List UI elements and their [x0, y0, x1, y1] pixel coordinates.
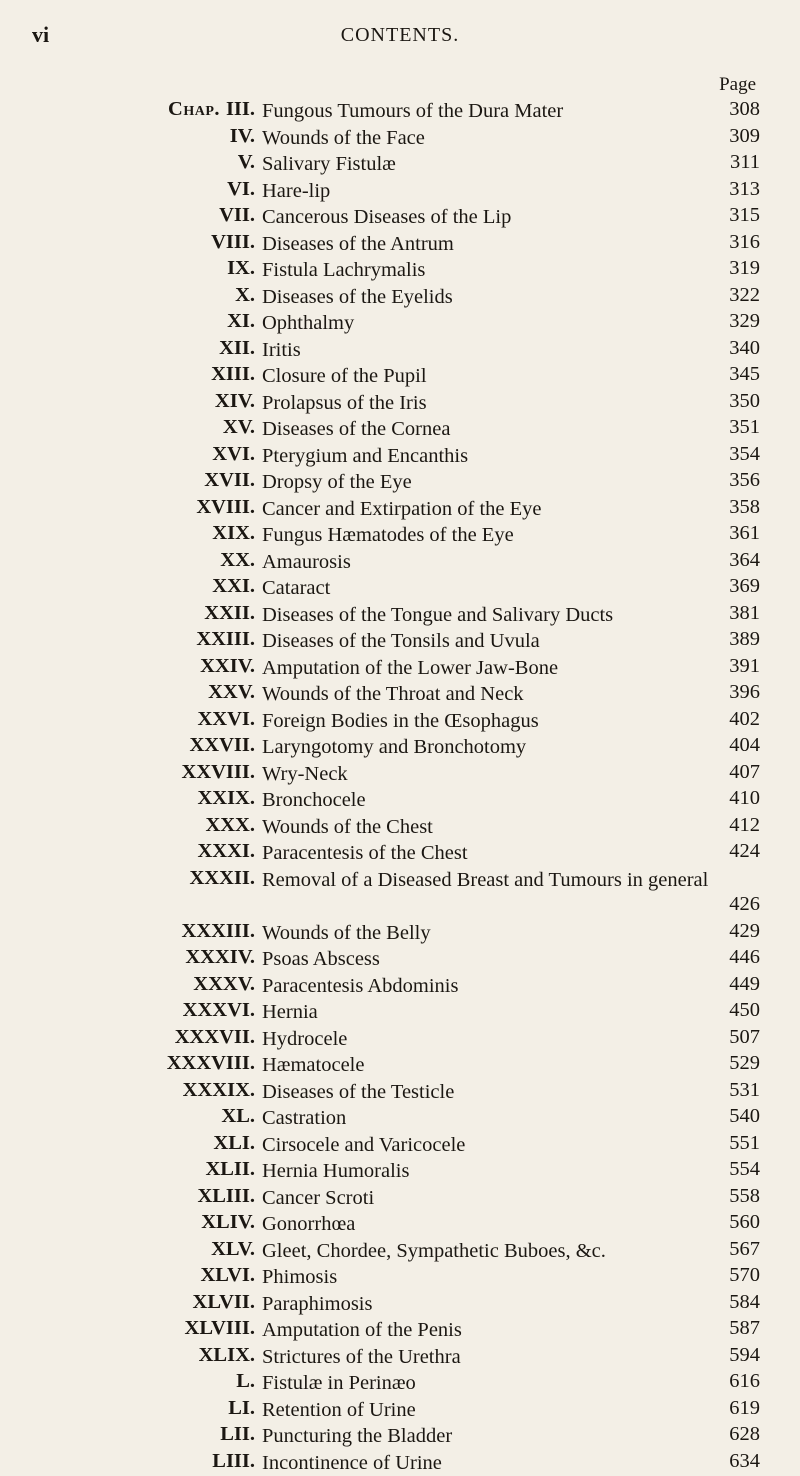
- chapter-number: XIV.: [215, 390, 255, 413]
- toc-entry: [0, 469, 800, 496]
- chapter-number: XLVI.: [200, 1264, 255, 1287]
- toc-entry: [0, 575, 800, 602]
- toc-entry: [0, 363, 800, 390]
- chapter-title: Phimosis: [262, 1264, 714, 1291]
- page-ref: 391: [700, 655, 760, 678]
- chapter-number: XL.: [221, 1105, 255, 1128]
- chapter-title: Paracentesis Abdominis: [262, 973, 714, 1000]
- chapter-number: XLIV.: [201, 1211, 255, 1234]
- toc-entry: [0, 1423, 800, 1450]
- chapter-number: XLV.: [211, 1238, 255, 1261]
- page-ref: 407: [700, 761, 760, 784]
- page-ref: 412: [700, 814, 760, 837]
- page-ref: 364: [700, 549, 760, 572]
- chapter-title: Foreign Bodies in the Œsophagus: [262, 708, 714, 735]
- chapter-number: XXXII.: [190, 867, 256, 890]
- chapter-number: XX.: [220, 549, 255, 572]
- chapter-number: XXIX.: [197, 787, 255, 810]
- chapter-title: Puncturing the Bladder: [262, 1423, 714, 1450]
- chapter-title: Hernia Humoralis: [262, 1158, 714, 1185]
- toc-entry: [0, 125, 800, 152]
- page-ref: 558: [700, 1185, 760, 1208]
- chapter-number: XXIII.: [196, 628, 255, 651]
- chapter-number: XXXIX.: [183, 1079, 255, 1102]
- toc-entry: [0, 390, 800, 417]
- toc-entry: [0, 973, 800, 1000]
- page-ref: 507: [700, 1026, 760, 1049]
- chapter-title: Dropsy of the Eye: [262, 469, 714, 496]
- chapter-number: XXI.: [212, 575, 255, 598]
- page-ref: 404: [700, 734, 760, 757]
- chapter-title: Diseases of the Antrum: [262, 231, 714, 258]
- chapter-number: LI.: [228, 1397, 255, 1420]
- chapter-number: XXXVIII.: [167, 1052, 255, 1075]
- chapter-title: Psoas Abscess: [262, 946, 714, 973]
- chapter-number: VIII.: [211, 231, 255, 254]
- chapter-title: Wounds of the Chest: [262, 814, 714, 841]
- page-ref: 531: [700, 1079, 760, 1102]
- page-ref: 345: [700, 363, 760, 386]
- toc-entry: [0, 681, 800, 708]
- page-ref: 554: [700, 1158, 760, 1181]
- toc-entry: [0, 549, 800, 576]
- page-ref: 356: [700, 469, 760, 492]
- page-ref: 619: [700, 1397, 760, 1420]
- chapter-number: VII.: [219, 204, 255, 227]
- chapter-number: XVIII.: [196, 496, 255, 519]
- toc-entry: [0, 1238, 800, 1265]
- toc-entry: [0, 1158, 800, 1185]
- page-ref: 308: [700, 98, 760, 121]
- toc-entry: [0, 708, 800, 735]
- toc-entry: [0, 1185, 800, 1212]
- toc-entry: [0, 814, 800, 841]
- toc-entry: [0, 1450, 800, 1476]
- page-ref: 313: [700, 178, 760, 201]
- page-ref: 567: [700, 1238, 760, 1261]
- chapter-prefix: Chap.: [168, 98, 220, 121]
- page-ref: 316: [700, 231, 760, 254]
- page-ref: 424: [700, 840, 760, 863]
- chapter-title: Cancer Scroti: [262, 1185, 714, 1212]
- toc-entry: [0, 178, 800, 205]
- chapter-title: Cirsocele and Varicocele: [262, 1132, 714, 1159]
- toc-entry: [0, 920, 800, 947]
- toc-entry: [0, 946, 800, 973]
- chapter-number: XLVII.: [193, 1291, 255, 1314]
- toc-entry: [0, 204, 800, 231]
- chapter-number: XLI.: [213, 1132, 255, 1155]
- toc-entry: [0, 337, 800, 364]
- chapter-number: XLIII.: [197, 1185, 255, 1208]
- toc-entry: [0, 867, 800, 920]
- toc-entry: [0, 1026, 800, 1053]
- page-ref: 426: [700, 893, 760, 916]
- chapter-title: Diseases of the Cornea: [262, 416, 714, 443]
- chapter-title: Diseases of the Tongue and Salivary Ducts: [262, 602, 714, 629]
- chapter-title: Laryngotomy and Bronchotomy: [262, 734, 714, 761]
- chapter-title: Iritis: [262, 337, 714, 364]
- chapter-number: XII.: [219, 337, 255, 360]
- toc-entry: [0, 734, 800, 761]
- chapter-number: XXVI.: [197, 708, 255, 731]
- chapter-number: XXVIII.: [182, 761, 255, 784]
- chapter-title: Gonorrhœa: [262, 1211, 714, 1238]
- toc-entry: [0, 1317, 800, 1344]
- page-ref: 351: [700, 416, 760, 439]
- toc-entry: [0, 231, 800, 258]
- toc-entry: [0, 999, 800, 1026]
- chapter-title: Retention of Urine: [262, 1397, 714, 1424]
- toc-entry: [0, 1291, 800, 1318]
- chapter-number: LII.: [220, 1423, 255, 1446]
- running-title: CONTENTS.: [0, 24, 800, 47]
- chapter-title: Ophthalmy: [262, 310, 714, 337]
- chapter-number: IV.: [230, 125, 255, 148]
- page-ref: 309: [700, 125, 760, 148]
- chapter-number: XV.: [223, 416, 255, 439]
- page-ref: 628: [700, 1423, 760, 1446]
- chapter-title: Diseases of the Eyelids: [262, 284, 714, 311]
- page-ref: 329: [700, 310, 760, 333]
- page-ref: 369: [700, 575, 760, 598]
- chapter-number: XXIV.: [200, 655, 255, 678]
- chapter-title: Hare-lip: [262, 178, 714, 205]
- chapter-title: Diseases of the Tonsils and Uvula: [262, 628, 714, 655]
- chapter-number: XI.: [227, 310, 255, 333]
- toc-entry: [0, 1105, 800, 1132]
- chapter-title: Bronchocele: [262, 787, 714, 814]
- toc-entry: [0, 628, 800, 655]
- page-column-label: Page: [719, 74, 756, 96]
- toc-entry: [0, 1079, 800, 1106]
- page-ref: 315: [700, 204, 760, 227]
- toc-entry: [0, 1132, 800, 1159]
- chapter-number: XLII.: [205, 1158, 255, 1181]
- page-ref: 402: [700, 708, 760, 731]
- page-ref: 584: [700, 1291, 760, 1314]
- page-ref: 358: [700, 496, 760, 519]
- toc-entry: [0, 761, 800, 788]
- page-ref: 594: [700, 1344, 760, 1367]
- chapter-number: L.: [236, 1370, 255, 1393]
- chapter-title: Gleet, Chordee, Sympathetic Buboes, &c.: [262, 1238, 714, 1265]
- chapter-number: XXXV.: [193, 973, 255, 996]
- page-ref: 311: [700, 151, 760, 174]
- page-ref: 446: [700, 946, 760, 969]
- chapter-title: Paracentesis of the Chest: [262, 840, 714, 867]
- page-ref: 361: [700, 522, 760, 545]
- chapter-number: XIII.: [211, 363, 255, 386]
- chapter-title: Wounds of the Belly: [262, 920, 714, 947]
- chapter-title: Strictures of the Urethra: [262, 1344, 714, 1371]
- toc-entry: [0, 522, 800, 549]
- chapter-title: Salivary Fistulæ: [262, 151, 714, 178]
- chapter-title: Closure of the Pupil: [262, 363, 714, 390]
- toc-entry: [0, 1370, 800, 1397]
- page-number: vi: [32, 22, 49, 48]
- toc-entry: [0, 416, 800, 443]
- chapter-number: XIX.: [212, 522, 255, 545]
- chapter-number: XLVIII.: [185, 1317, 255, 1340]
- chapter-title: Amputation of the Lower Jaw-Bone: [262, 655, 714, 682]
- toc-entry: [0, 496, 800, 523]
- page-ref: 449: [700, 973, 760, 996]
- toc-entry: [0, 1397, 800, 1424]
- page-ref: 551: [700, 1132, 760, 1155]
- chapter-title: Amaurosis: [262, 549, 714, 576]
- page-ref: 540: [700, 1105, 760, 1128]
- page-ref: 381: [700, 602, 760, 625]
- chapter-title: Hæmatocele: [262, 1052, 714, 1079]
- chapter-number: XVI.: [212, 443, 255, 466]
- toc-entry: [0, 151, 800, 178]
- chapter-title: Wry-Neck: [262, 761, 714, 788]
- toc-entry: [0, 602, 800, 629]
- chapter-number: XXXVI.: [183, 999, 255, 1022]
- chapter-number: V.: [238, 151, 255, 174]
- chapter-number: XXVII.: [190, 734, 256, 757]
- chapter-number: LIII.: [212, 1450, 255, 1473]
- chapter-title: Diseases of the Testicle: [262, 1079, 714, 1106]
- page-ref: 319: [700, 257, 760, 280]
- chapter-title: Cancer and Extirpation of the Eye: [262, 496, 714, 523]
- toc-entry: [0, 655, 800, 682]
- chapter-title: Wounds of the Face: [262, 125, 714, 152]
- page-ref: 354: [700, 443, 760, 466]
- chapter-title: Castration: [262, 1105, 714, 1132]
- chapter-title: Amputation of the Penis: [262, 1317, 714, 1344]
- toc-entry: [0, 1211, 800, 1238]
- chapter-title: Fungous Tumours of the Dura Mater: [262, 98, 714, 125]
- page-ref: 389: [700, 628, 760, 651]
- page-ref: 429: [700, 920, 760, 943]
- toc-entry: [0, 257, 800, 284]
- chapter-number: XXII.: [204, 602, 255, 625]
- chapter-title: Removal of a Diseased Breast and Tumours in general: [262, 867, 714, 894]
- chapter-number: XVII.: [204, 469, 255, 492]
- chapter-number: IX.: [227, 257, 255, 280]
- chapter-title: Fungus Hæmatodes of the Eye: [262, 522, 714, 549]
- page-ref: 396: [700, 681, 760, 704]
- chapter-title: Fistula Lachrymalis: [262, 257, 714, 284]
- page-ref: 570: [700, 1264, 760, 1287]
- chapter-title: Hydrocele: [262, 1026, 714, 1053]
- chapter-number: VI.: [227, 178, 255, 201]
- chapter-title: Cataract: [262, 575, 714, 602]
- table-of-contents: [0, 98, 800, 1476]
- toc-entry: [0, 1052, 800, 1079]
- chapter-title: Incontinence of Urine: [262, 1450, 714, 1476]
- chapter-number: XXXIV.: [185, 946, 255, 969]
- chapter-number: XXXIII.: [182, 920, 255, 943]
- page-ref: 616: [700, 1370, 760, 1393]
- chapter-title: Pterygium and Encanthis: [262, 443, 714, 470]
- chapter-title: Fistulæ in Perinæo: [262, 1370, 714, 1397]
- page-ref: 340: [700, 337, 760, 360]
- page-ref: 560: [700, 1211, 760, 1234]
- chapter-number: XXXI.: [197, 840, 255, 863]
- chapter-title: Wounds of the Throat and Neck: [262, 681, 714, 708]
- chapter-number: XXXVII.: [175, 1026, 255, 1049]
- chapter-number: III.: [226, 98, 255, 121]
- toc-entry: [0, 840, 800, 867]
- toc-entry: [0, 443, 800, 470]
- page-ref: 322: [700, 284, 760, 307]
- toc-entry: [0, 284, 800, 311]
- chapter-number: XXX.: [205, 814, 255, 837]
- chapter-number: XXV.: [208, 681, 255, 704]
- toc-entry: [0, 310, 800, 337]
- chapter-title: Prolapsus of the Iris: [262, 390, 714, 417]
- toc-entry: [0, 1344, 800, 1371]
- page-ref: 587: [700, 1317, 760, 1340]
- page-ref: 350: [700, 390, 760, 413]
- page-ref: 529: [700, 1052, 760, 1075]
- toc-entry: [0, 98, 800, 125]
- page-ref: 410: [700, 787, 760, 810]
- chapter-number: XLIX.: [199, 1344, 255, 1367]
- chapter-title: Hernia: [262, 999, 714, 1026]
- chapter-title: Paraphimosis: [262, 1291, 714, 1318]
- chapter-title: Cancerous Diseases of the Lip: [262, 204, 714, 231]
- toc-entry: [0, 787, 800, 814]
- chapter-number: X.: [235, 284, 255, 307]
- page-ref: 450: [700, 999, 760, 1022]
- toc-entry: [0, 1264, 800, 1291]
- page-ref: 634: [700, 1450, 760, 1473]
